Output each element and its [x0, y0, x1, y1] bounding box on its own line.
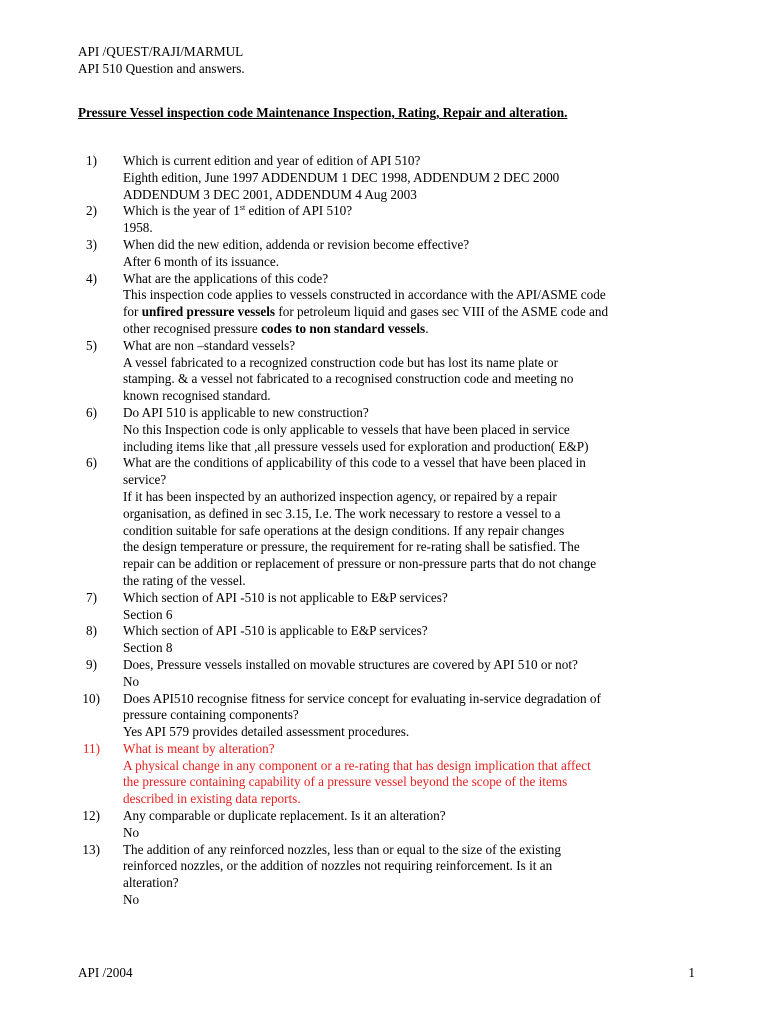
- question-line: What are the conditions of applicability of this code to a vessel that have been placed in: [123, 455, 586, 471]
- item-number: 6): [86, 404, 97, 420]
- question: What are the applications of this code?: [123, 270, 329, 286]
- question: Which section of API -510 is applicable to E&P services?: [123, 623, 428, 639]
- question-line: The addition of any reinforced nozzles, less than or equal to the size of the existing: [123, 841, 561, 857]
- qa-item-10: [0, 691, 768, 741]
- qa-item-13: [0, 842, 768, 909]
- qa-item-6: [0, 405, 768, 455]
- item-number: 12): [82, 808, 100, 824]
- question-line: alteration?: [123, 875, 179, 891]
- item-number: 4): [86, 270, 97, 286]
- qa-item-6b: [0, 455, 768, 589]
- answer: Section 6: [123, 606, 173, 622]
- answer-line: known recognised standard.: [123, 388, 271, 404]
- qa-item-12: [0, 808, 768, 842]
- item-number: 13): [82, 841, 100, 857]
- item-number: 8): [86, 623, 97, 639]
- question-line: pressure containing components?: [123, 707, 299, 723]
- qa-item-1: [0, 153, 768, 203]
- answer-line: A vessel fabricated to a recognized construction code but has lost its name plate or: [123, 354, 559, 370]
- header-line-1: API /QUEST/RAJI/MARMUL: [78, 44, 244, 59]
- qa-item-11: [0, 741, 768, 808]
- answer-line: Eighth edition, June 1997 ADDENDUM 1 DEC 1998, ADDENDUM 2 DEC 2000: [123, 169, 560, 185]
- question: Any comparable or duplicate replacement. Is it an alteration?: [123, 808, 446, 824]
- ordinal-superscript: st: [239, 203, 246, 213]
- answer: No: [123, 673, 140, 689]
- qa-item-2: [0, 203, 768, 237]
- answer-line: A physical change in any component or a re-rating that has design implication that affect: [123, 757, 591, 773]
- item-number: 5): [86, 337, 97, 353]
- item-number: 3): [86, 236, 97, 252]
- question: Which is the year of 1st edition of API 510?: [123, 203, 353, 219]
- qa-item-8: [0, 623, 768, 657]
- qa-item-7: [0, 590, 768, 624]
- question: Which section of API -510 is not applicable to E&P services?: [123, 589, 448, 605]
- answer-line: stamping. & a vessel not fabricated to a recognised construction code and meeting no: [123, 371, 574, 387]
- item-number: 11): [82, 740, 100, 756]
- question-line: service?: [123, 472, 167, 488]
- answer-line: This inspection code applies to vessels constructed in accordance with the API/ASME code: [123, 287, 606, 303]
- answer-line: including items like that ,all pressure vessels used for exploration and production( E&P): [123, 438, 589, 454]
- answer: Yes API 579 provides detailed assessment procedures.: [123, 724, 410, 740]
- answer: Section 8: [123, 640, 173, 656]
- qa-item-5: [0, 338, 768, 405]
- answer: 1958.: [123, 220, 153, 236]
- qa-item-9: [0, 657, 768, 691]
- answer-line: If it has been inspected by an authorized inspection agency, or repaired by a repair: [123, 488, 557, 504]
- question: Does, Pressure vessels installed on movable structures are covered by API 510 or not?: [123, 656, 578, 672]
- item-number: 10): [82, 690, 100, 706]
- answer-line: condition suitable for safe operations at the design conditions. If any repair changes: [123, 522, 565, 538]
- document-title: Pressure Vessel inspection code Maintenance Inspection, Rating, Repair and alteration.: [78, 105, 568, 120]
- footer-label: API /2004: [78, 965, 133, 980]
- question: When did the new edition, addenda or revision become effective?: [123, 236, 470, 252]
- question-line: reinforced nozzles, or the addition of nozzles not requiring reinforcement. Is it an: [123, 858, 553, 874]
- qa-item-4: [0, 271, 768, 338]
- answer-line: organisation, as defined in sec 3.15, I.e. The work necessary to restore a vessel to a: [123, 505, 561, 521]
- emphasis: codes to non standard vessels: [261, 320, 426, 336]
- page-number: 1: [688, 965, 695, 980]
- question: What are non –standard vessels?: [123, 337, 296, 353]
- answer-line: the design temperature or pressure, the requirement for re-rating shall be satisfied. The: [123, 539, 580, 555]
- answer-line: for unfired pressure vessels for petroleum liquid and gases sec VIII of the ASME code and: [123, 304, 609, 320]
- answer: After 6 month of its issuance.: [123, 253, 280, 269]
- item-number: 1): [86, 153, 97, 168]
- qa-item-3: [0, 237, 768, 271]
- question: Which is current edition and year of edition of API 510?: [123, 153, 421, 168]
- item-number: 6): [86, 455, 97, 471]
- emphasis: unfired pressure vessels: [141, 304, 276, 320]
- answer-line: other recognised pressure codes to non standard vessels.: [123, 320, 429, 336]
- item-number: 9): [86, 656, 97, 672]
- answer-line: repair can be addition or replacement of pressure or non-pressure parts that do not change: [123, 556, 597, 572]
- item-number: 7): [86, 589, 97, 605]
- item-number: 2): [86, 203, 97, 219]
- question-line: Does API510 recognise fitness for service concept for evaluating in-service degradation of: [123, 690, 601, 706]
- question-answer-list: [0, 153, 768, 909]
- answer: No: [123, 824, 140, 840]
- answer-line: described in existing data reports.: [123, 791, 301, 807]
- question: Do API 510 is applicable to new construction?: [123, 404, 369, 420]
- answer-line: the rating of the vessel.: [123, 572, 246, 588]
- answer-line: ADDENDUM 3 DEC 2001, ADDENDUM 4 Aug 2003: [123, 186, 417, 202]
- question: What is meant by alteration?: [123, 740, 275, 756]
- header-line-2: API 510 Question and answers.: [78, 61, 245, 76]
- answer-line: the pressure containing capability of a pressure vessel beyond the scope of the items: [123, 774, 568, 790]
- answer-line: No this Inspection code is only applicable to vessels that have been placed in service: [123, 421, 570, 437]
- answer: No: [123, 892, 140, 908]
